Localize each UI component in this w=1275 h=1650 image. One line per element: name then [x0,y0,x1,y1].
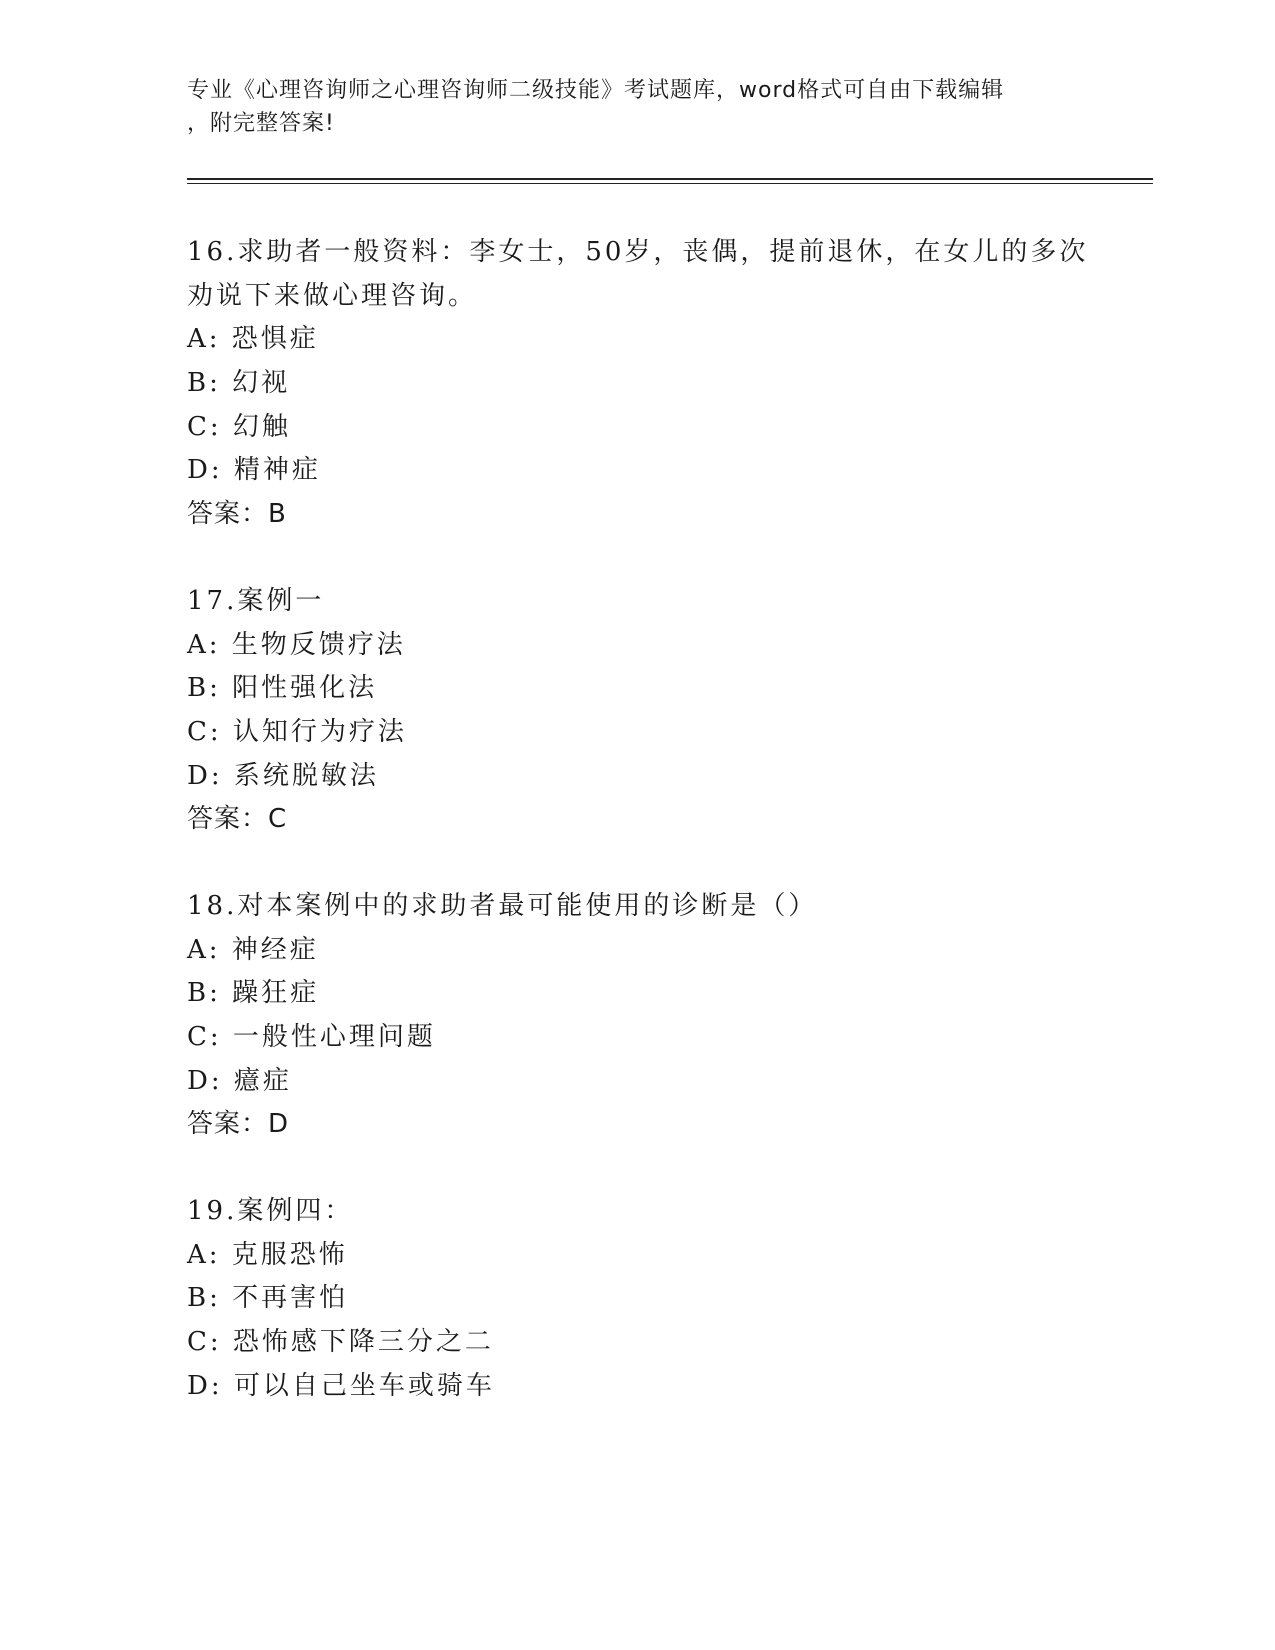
question-16-stem-cont: 劝说下来做心理咨询。 [187,281,478,311]
question-16-option-d: D: 精神症 [187,455,321,485]
header-line-2: ，附完整答案! [187,111,335,136]
question-17-answer: 答案：C [187,804,288,834]
question-16-option-a: A: 恐惧症 [187,324,319,354]
question-18-option-a: A: 神经症 [187,935,319,965]
document-header [187,74,1087,140]
question-17-option-c: C: 认知行为疗法 [187,717,407,747]
question-16-answer: 答案：B [187,499,287,529]
question-17-stem: 17.案例一 [187,586,325,616]
question-18-option-d: D: 癔症 [187,1066,292,1096]
question-17-option-a: A: 生物反馈疗法 [187,630,406,660]
question-19-option-b: B: 不再害怕 [187,1283,349,1313]
question-18-stem: 18.对本案例中的求助者最可能使用的诊断是（） [187,891,818,921]
header-divider-bottom [187,183,1153,184]
question-16-option-c: C: 幻触 [187,412,291,442]
question-17-option-b: B: 阳性强化法 [187,673,378,703]
question-16-option-b: B: 幻视 [187,368,291,398]
question-17-option-d: D: 系统脱敏法 [187,761,379,791]
question-19-option-c: C: 恐怖感下降三分之二 [187,1327,494,1357]
question-16-stem: 16.求助者一般资料：李女士，50岁，丧偶，提前退休，在女儿的多次 [187,237,1089,267]
question-18-option-b: B: 躁狂症 [187,978,320,1008]
question-19-option-d: D: 可以自己坐车或骑车 [187,1371,495,1401]
question-18-option-c: C: 一般性心理问题 [187,1022,436,1052]
header-divider-top [187,178,1153,180]
header-line-1: 专业《心理咨询师之心理咨询师二级技能》考试题库，word格式可自由下载编辑 [187,78,1005,103]
question-19-option-a: A: 克服恐怖 [187,1240,348,1270]
question-18-answer: 答案：D [187,1109,290,1139]
question-19-stem: 19.案例四： [187,1196,354,1226]
